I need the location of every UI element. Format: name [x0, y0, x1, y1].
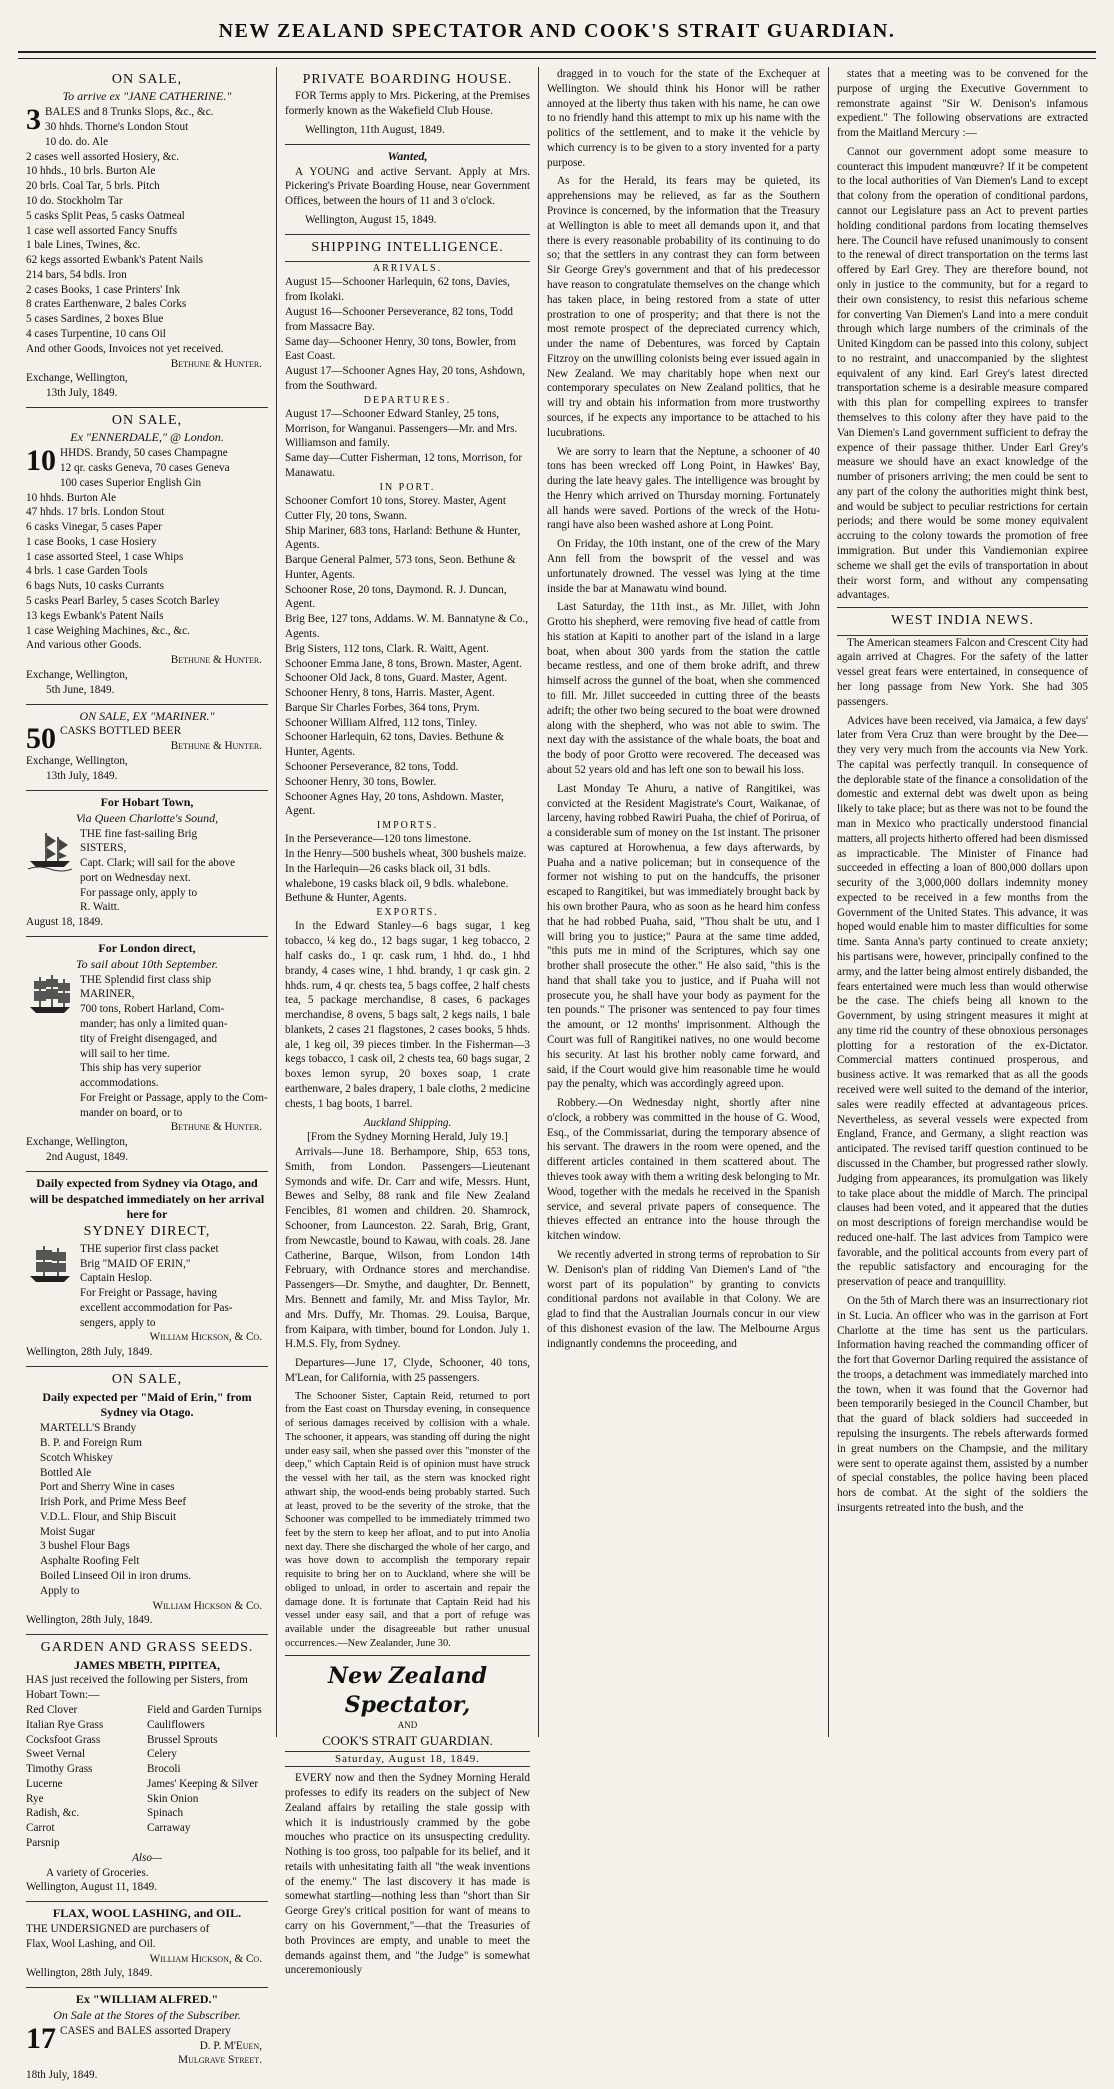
ad-item-line: Brig "MAID OF ERIN,"	[80, 1257, 191, 1270]
departure-entry: Same day—Cutter Fisherman, 12 tons, Morrison, for Manawatu.	[285, 452, 523, 479]
banner-title: New Zealand Spectator,	[327, 1662, 487, 1718]
ad-item-line: Port and Sherry Wine in cases	[40, 1481, 175, 1494]
ad-item-line: 214 bars, 54 bdls. Iron	[26, 268, 127, 281]
arrival-entry: August 17—Schooner Agnes Hay, 20 tons, Ashdown, from the Southward.	[285, 365, 526, 392]
ad-heading: ON SALE,	[111, 1372, 183, 1388]
article-paragraph: dragged in to vouch for the state of the Exchequer at Wellington. We should think his Honor will be rather annoyed at the liberty thus taken with his name, he can owe to no friendly hand this attempt to mix up his name with the politics of the settlement, and to make it the vehicle by which currency is to be given to a story invented for a party purpose.	[547, 68, 820, 169]
import-entry: In the Harlequin—26 casks black oil, 31 bdls. whalebone, 19 casks black oil, 9 bdls. whalebone. Bethune & Hunter, Agents.	[285, 862, 509, 905]
arrival-entry: August 16—Schooner Perseverance, 82 tons, Todd from Massacre Bay.	[285, 305, 514, 333]
seed-item: Cauliflowers	[147, 1718, 205, 1731]
ad-date: 13th July, 1849.	[46, 387, 118, 400]
ad-item-line: Irish Pork, and Prime Mess Beef	[40, 1496, 187, 1509]
ad-date: 18th July, 1849.	[26, 2069, 98, 2082]
article-paragraph: On the 5th of March there was an insurrectionary riot in St. Lucia. An officer who was in the garrison at Fort Charlotte at the time has sent us the particulars. Information having reached the commanding officer of the fort that Governor Darling required the assistance of the troops, a detachment was immediately marched into the town, when it was found that the Governor had been temporarily besieged in the Council Chamber, but that the guard of black soldiers had succeeded in repulsing the insurgents. The rebels afterwards formed in great numbers on the Champsie, and the military were sent to operate against them, assisted by a number of special constables, the police having been placed hors de combat. At the sight of the soldiers the insurgents retreated into the bush, and the	[837, 1294, 1089, 1514]
ad-item-line: 1 case well assorted Fancy Snuffs	[26, 224, 178, 237]
ad-item-line: 5 casks Pearl Barley, 5 cases Scotch Barley	[26, 595, 220, 608]
ad-item-line: 47 hhds. 17 brls. London Stout	[26, 506, 165, 519]
in-port-list	[285, 494, 530, 819]
ad-item-line: 8 crates Earthenware, 2 bales Corks	[26, 298, 187, 311]
in-port-heading: IN PORT.	[379, 481, 436, 493]
ad-heading: Ex "WILLIAM ALFRED."	[75, 1992, 219, 2007]
arrival-entry: August 15—Schooner Harlequin, 62 tons, Davies, from Ikolaki.	[285, 276, 510, 304]
seed-item: James' Keeping & Silver	[147, 1777, 259, 1790]
ad-lines	[26, 1922, 268, 1952]
sailing-ship-icon	[26, 1242, 74, 1286]
ad-signature: William Hickson, & Co.	[149, 1331, 262, 1344]
in-port-entry: Schooner Henry, 30 tons, Bowler.	[285, 775, 437, 788]
in-port-entry: Schooner Emma Jane, 8 tons, Brown. Master, Agent.	[285, 657, 522, 670]
seed-list-right	[147, 1703, 268, 1851]
ad-item-line: 62 kegs assorted Ewbank's Patent Nails	[26, 254, 203, 267]
article-paragraph: states that a meeting was to be convened for the purpose of urging the Executive Government to remonstrate against "Sir W. Denison's infamous expedient." The following observations are extracted from the Maitland Mercury :—	[837, 68, 1088, 140]
ad-big-number: 3	[26, 103, 41, 137]
in-port-entry: Barque Sir Charles Forbes, 364 tons, Prym.	[285, 701, 480, 714]
ad-item-line: excellent accommodation for Pas-	[80, 1301, 233, 1314]
auckland-heading: Auckland Shipping.	[363, 1116, 452, 1129]
ad-item-line: And various other Goods.	[26, 639, 142, 652]
seed-item: Skin Onion	[147, 1792, 199, 1805]
ad-subheading: Ex "ENNERDALE," @ London.	[70, 430, 224, 445]
ad-place: Exchange, Wellington,	[26, 1136, 128, 1149]
auckland-source: [From the Sydney Morning Herald, July 19.]	[307, 1131, 508, 1144]
ad-item-line: And other Goods, Invoices not yet received.	[26, 342, 224, 355]
arrivals-heading: ARRIVALS.	[372, 263, 443, 275]
ad-text: A YOUNG and active Servant. Apply at Mrs. Pickering's Private Boarding House, near Government Offices, between the hours of 11 and 3 o'clock.	[285, 165, 530, 208]
ad-heading: Daily expected from Sydney via Otago, and will be despatched immediately on her arrival here for	[29, 1175, 265, 1222]
in-port-entry: Schooner William Alfred, 112 tons, Tinley.	[285, 716, 478, 729]
ad-line: CASES and BALES assorted Drapery	[60, 2024, 231, 2037]
seed-item: Radish, &c.	[26, 1807, 80, 1820]
column-3	[538, 67, 828, 1737]
ad-item-line: R. Waitt.	[80, 901, 120, 914]
ad-sydney-direct	[26, 1172, 268, 1367]
in-port-entry: Schooner Old Jack, 8 tons, Guard. Master, Agent.	[285, 672, 508, 685]
ad-item-line: 4 cases Turpentine, 10 cans Oil	[26, 328, 166, 341]
editorial-text: EVERY now and then the Sydney Morning Herald professes to edify its readers on the subject of New Zealand affairs by retailing the stale gossip with which it is industriously crammed by the gobe mouches who practice on its unsuspecting credulity. Nothing is too gross, too palpable for its belief, and it retails with unhesitating faith all "the weak inventions of the enemy." The last discovery it has made is somewhat startling—nothing less than "short than Sir George Grey's critical position for want of means to carry on his Government,"—that the Treasuries of both Provinces are empty, and unable to meet the demands against them, and "the Judge" is somewhat unceremoniously	[285, 1772, 530, 1977]
ad-item-line: B. P. and Foreign Rum	[40, 1436, 142, 1449]
ad-item-line: THE Splendid first class ship	[80, 973, 212, 986]
seed-list-left	[26, 1703, 147, 1851]
ad-lines	[26, 446, 268, 653]
ad-lines	[80, 1242, 233, 1331]
ad-item-line: Flax, Wool Lashing, and Oil.	[26, 1937, 156, 1950]
ad-also: Also—	[132, 1851, 162, 1864]
in-port-entry: Ship Mariner, 683 tons, Harland: Bethune & Hunter, Agents.	[285, 524, 521, 552]
ad-signature: Bethune & Hunter.	[170, 357, 262, 370]
ad-lines	[80, 973, 268, 1121]
ad-wanted	[285, 145, 530, 235]
ad-heading: ON SALE, EX "MARINER."	[79, 708, 215, 723]
ad-place: Exchange, Wellington,	[26, 668, 128, 681]
ad-date: Wellington, 28th July, 1849.	[26, 1346, 153, 1359]
article-paragraph: Advices have been received, via Jamaica, a few days' later from Vera Cruz than were brought by the Dee—they very very much from the accounts via New York. The capital was perfectly tranquil. In consequence of the deplorable state of the finance a consolidation of the domestic and external debt was dwelt upon as being likely to take place; but as there was not to be found the man in Mexico who practically understood financial matters, all projects hitherto offered had been dismissed as impracticable. The Minister of Finance had succeeded in effecting a loan of 800,000 dollars upon security of the 3,000,000 dollars indemnity money expected to be received in a few months from the Government of the United States. This advance, it was hoped would enable him to master difficulties for some time. Santa Anna's party continued to create anxiety; his partisans were, however, principally confined to the army, and the latter being almost entirely disbanded, the fears entertained were much less than would otherwise be the case. The chiefs being all known to the Government, by using stringent measures it might at any time rid the country of these obnoxious personages plotting for a restoration of the ex-Dictator. Commercial matters continued prosperous, and business active. It was remarked that as all the goods received were well suited to the demand of the interior, sales were readily effected at advantageous prices. Nevertheless, as several vessels were expected from England, France, and Germany, a slight reaction was anticipated. The revised tariff question continued to be discussed in the Chamber, but progressed rather slowly. Judging from appearances, its promulgation was likely to take place about the middle of March. The principal clauses had been voted, and it appeared that the duties on most descriptions of foreign merchandise would be reduced one-half. The last advices from Tampico were favorable, and the political accounts from every part of the republic satisfactory and encouraging for the preservation of peace and tranquillity.	[837, 714, 1088, 1289]
ad-item-line: 6 bags Nuts, 10 casks Currants	[26, 580, 164, 593]
seed-item: Rye	[26, 1792, 44, 1805]
banner-date: Saturday, August 18, 1849.	[285, 1751, 530, 1768]
ad-date: Wellington, 28th July, 1849.	[26, 1967, 153, 1980]
seed-item: Carraway	[147, 1822, 191, 1835]
ad-item-line: Boiled Linseed Oil in iron drums.	[40, 1569, 192, 1582]
ad-date: 2nd August, 1849.	[46, 1151, 129, 1164]
ad-lines	[26, 105, 268, 356]
departures-heading: DEPARTURES.	[363, 394, 452, 406]
columns	[18, 67, 1096, 2082]
seed-item: Brocoli	[147, 1763, 181, 1776]
seed-item: Cocksfoot Grass	[26, 1733, 101, 1746]
news-paragraphs	[547, 67, 820, 1351]
ad-hobart-town	[26, 791, 268, 937]
ad-heading: ON SALE,	[111, 412, 183, 428]
ad-item-line: 30 hhds. Thorne's London Stout	[45, 121, 189, 134]
ad-item-line: SISTERS,	[80, 842, 127, 855]
west-india-paragraphs	[837, 636, 1088, 1516]
paper-banner	[285, 1655, 530, 1768]
ad-item-line: V.D.L. Flour, and Ship Biscuit	[40, 1510, 177, 1523]
ad-item-line: For Freight or Passage, having	[80, 1287, 218, 1300]
ad-seeds	[26, 1635, 268, 1902]
ad-signature: D. P. M'Euen,	[199, 2039, 262, 2052]
ad-text: FOR Terms apply to Mrs. Pickering, at the Premises formerly known as the Wakefield Club House.	[285, 90, 530, 118]
seed-item: Sweet Vernal	[26, 1748, 86, 1761]
article-paragraph: The American steamers Falcon and Crescent City had again arrived at Chagres. For the safety of the latter vessel great fears were entertained, in consequence of her long passage from New York. She had 305 passengers.	[837, 636, 1088, 708]
ad-item-line: THE superior first class packet	[80, 1242, 219, 1255]
ad-subheading: SYDNEY DIRECT,	[83, 1224, 211, 1240]
exports-text: In the Edward Stanley—6 bags sugar, 1 keg tobacco, ¼ keg do., 12 bags sugar, 1 keg tobacco, 2 half casks do., 1 qr. cask rum, 1 hhd. do., 1 hhd brandy, 4 cases wine, 1 hhd. brandy, 1 qr cask gin. 2 hhds. rum, 4 qr. chests tea, 5 bags coffee, 2 half chests tea, 5 package merchandise, 8 cases, 6 packages merchandise, 8 ovens, 5 bags salt, 2 kegs nails, 1 bale blankets, 2 cases 21 flagstones, 2 cases books, 5 hhds. ale, 1 keg oil, 39 pieces timber. In the Fisherman—3 kegs tobacco, 1 cask oil, 2 chests tea, 60 bags sugar, 2 boxes lemon syrup, 20 boxes soap, 1 crate earthenware, 2 bales drapery, 1 bale cloths, 2 medicine chests, 1 bag boots, 1 barrel.	[285, 920, 530, 1110]
ad-also-text: A variety of Groceries.	[46, 1866, 149, 1879]
seed-item: Lucerne	[26, 1777, 63, 1790]
article-paragraph: Last Monday Te Ahuru, a native of Rangitikei, was convicted at the Resident Magistrate's Court, Waikanae, of larceny, having robbed Rawiri Puaha, the chief of Porirua, of a considerable sum of money on the 1st instant. The prisoner was captured at Horowhenua, a few days afterwards, by Puaha and a native policeman; but in consequence of the former not wishing to put on the handcuffs, the prisoner escaped to Rangitikei, but was immediately brought back by his own brother Paura, who as soon as he heard him confess that he had robbed Puaha, said, "Thou shalt be utu, and I will bring you to justice;" Paura at the same time added, "this puts me in mind of the Scriptures, which say one brother shall prosecute the other." He also said, "this is the hand that shall take you to justice, and if Puaha will not prosecute you, he shall have your body as payment for the ten pounds." The prisoner was sentenced to pay four times the amount, or 12 months' imprisonment. Although the Court was full of Rangitikei natives, no one would become his security. At last his brother nobly came forward, and said, if the Court would give him reasonable time he would pay the penalty, which was accordingly agreed upon.	[547, 782, 820, 1091]
in-port-entry: Schooner Perseverance, 82 tons, Todd.	[285, 761, 459, 774]
ad-place: Exchange, Wellington,	[26, 755, 128, 768]
ad-item-line: 100 cases Superior English Gin	[60, 476, 202, 489]
ad-date: Wellington, August 15, 1849.	[305, 213, 437, 226]
ad-item-line: 1 case assorted Steel, 1 case Whips	[26, 550, 184, 563]
ad-item-line: 1 case Books, 1 case Hosiery	[26, 535, 157, 548]
in-port-entry: Schooner Comfort 10 tons, Storey. Master, Agent	[285, 494, 506, 507]
ad-item-line: BALES and 8 Trunks Slops, &c., &c.	[45, 106, 214, 119]
ad-boarding-house	[285, 67, 530, 145]
column-1	[18, 67, 276, 2082]
column-2	[276, 67, 538, 1977]
ad-item-line: 1 bale Lines, Twines, &c.	[26, 239, 141, 252]
article-paragraph: Last Saturday, the 11th inst., as Mr. Jillet, with John Grotto his shepherd, were removing five head of cattle from his station at Kapiti to another part of the island in a large boat, when about 300 yards from the station the cattle became restless, and one of them broke adrift, and threw himself across the gunnel of the boat, when she commenced to fill. Mr. Jillet succeeded in cutting three of the beasts adrift; the other two being secured to the boat were drowned along with the shepherd, who was not able to swim. The next day with the assistance of the whale boats, the boat and the body of poor Grotto were recovered. The deceased was about 52 years old and has left one son to bewail his loss.	[547, 601, 820, 776]
ad-item-line: 4 brls. 1 case Garden Tools	[26, 565, 148, 578]
sailing-ship-icon	[26, 827, 74, 871]
ad-item-line: 10 do. Stockholm Tar	[26, 194, 123, 207]
ad-item-line: Moist Sugar	[40, 1525, 96, 1538]
ad-date: August 18, 1849.	[26, 916, 104, 929]
in-port-entry: Brig Bee, 127 tons, Addams. W. M. Bannatyne & Co., Agents.	[285, 613, 529, 640]
ad-line: CASKS BOTTLED BEER	[60, 725, 182, 738]
imports-heading: IMPORTS.	[376, 820, 439, 832]
ad-item-line: 5 cases Sardines, 2 boxes Blue	[26, 313, 164, 326]
section-heading: SHIPPING INTELLIGENCE.	[285, 235, 530, 262]
ad-lines	[80, 827, 235, 916]
ad-jane-catherine	[26, 67, 268, 408]
ad-item-line: 2 cases well assorted Hosiery, &c.	[26, 150, 180, 163]
ad-item-line: This ship has very superior accommodations.	[80, 1062, 202, 1090]
ad-signature-address: Mulgrave Street.	[178, 2054, 262, 2067]
in-port-entry: Cutter Fly, 20 tons, Swann.	[285, 509, 408, 522]
ad-place: Exchange, Wellington,	[26, 372, 128, 385]
ad-intro: HAS just received the following per Sisters, from Hobart Town:—	[26, 1674, 248, 1702]
ad-signature: Bethune & Hunter.	[170, 1121, 262, 1134]
ad-subheading: JAMES MBETH, PIPITEA,	[73, 1657, 220, 1672]
ad-mariner-beer	[26, 705, 268, 791]
ad-item-line: Scotch Whiskey	[40, 1451, 113, 1464]
ad-subheading: On Sale at the Stores of the Subscriber.	[53, 2007, 241, 2022]
ad-item-line: 2 cases Books, 1 case Printers' Ink	[26, 283, 180, 296]
in-port-entry: Brig Sisters, 112 tons, Clark. R. Waitt, Agent.	[285, 642, 489, 655]
sister-report: The Schooner Sister, Captain Reid, returned to port from the East coast on Thursday evening, in consequence of serious damages received by collision with a whale. The schooner, it appears, was standing off during the night under easy sail, when she passed over this "monster of the deep," which Captain Reid is of opinion must have struck the vessel with her tail, as the stern was knocked right athwart ship, the wood-ends being probably started. Such at least, proved to be the severity of the stroke, that the Schooner was compelled to be immediately trimmed two feet by the stern to keep her afloat, and to put into Anolia next day. There she discharged the whole of her cargo, and was hove down to accomplish the temporary repair requisite to bring her on to Auckland, where she will be obliged to unload, in order to ascertain and repair the damage done. It is fortunate that Captain Reid had his vessel under easy sail, and that a port of refuge was available under the disagreeable but rather unusual occurrences.—New Zealander, June 30.	[285, 1390, 530, 1649]
import-entry: In the Henry—500 bushels wheat, 300 bushels maize.	[285, 848, 527, 861]
ad-heading: FLAX, WOOL LASHING, and OIL.	[52, 1906, 242, 1921]
ad-item-line: 5 casks Split Peas, 5 casks Oatmeal	[26, 209, 185, 222]
ad-signature: Bethune & Hunter.	[170, 654, 262, 667]
ad-item-line: Capt. Clark; will sail for the above	[80, 857, 236, 870]
ad-maid-of-erin	[26, 1367, 268, 1635]
ad-item-line: For Freight or Passage, apply to the Com-	[80, 1091, 268, 1104]
ad-heading: PRIVATE BOARDING HOUSE.	[302, 72, 513, 87]
ad-signature: Bethune & Hunter.	[170, 740, 262, 753]
ad-subheading: To arrive ex "JANE CATHERINE."	[62, 89, 232, 104]
ad-big-number: 17	[26, 2021, 56, 2055]
article-paragraph: We are sorry to learn that the Neptune, a schooner of 40 tons has been wrecked off Long Point, in Hawkes' Bay, during the late heavy gales. The intelligence was brought by the Henry which arrived on Thursday morning. Fortunately all hands were saved. Portions of the wreck of the Hotu-rangi have also been washed ashore at Long Point.	[547, 445, 820, 532]
ad-date: Wellington, 11th August, 1849.	[305, 124, 445, 137]
ad-item-line: Apply to	[40, 1584, 80, 1597]
ad-date: Wellington, 28th July, 1849.	[26, 1614, 153, 1627]
ad-item-line: tity of Freight disengaged, and	[80, 1032, 218, 1045]
article-paragraph: Cannot our government adopt some measure to counteract this impudent manœuvre? If it be competent to the local authorities of Van Diemen's Land to except that colony from the operation of conditional pardons, cannot our Legislature pass an Act to prevent parties holding conditional pardons from locating themselves here. The Council have refused unanimously to consent to the renewal of direct transportation on the terms last offered by Earl Grey. They are therefore bound, not only in justice to the community, but for a regard to their own consistency, to resist this nefarious scheme for converting Van Diemen's Land into a mere conduit through which large numbers of the criminals of the United Kingdom can be passed into this colony, subject to no restraint, and unaccompanied by the slightest equivalent of any kind. Earl Grey's latest directed transportation scheme is a desirable measure compared with this plan for compelling expirees to transfer themselves to this colony after they have paid to the Van Diemen's Land government sufficient to defray the expence of their passage thither. Under Earl Grey's measure we should have an exact knowledge of the number of prisoners arriving; the men could be sent to any part of the colony the authorities might think best, and would be subject to peculiar restrictions for certain periods; and there would be some money equivalent accruing to the colony towards the promotion of free immigration. But under this Vandiemonian expiree scheme we shall get the evils of transportation in about their worst form, and without any compensating advantages.	[837, 145, 1088, 602]
seed-item: Red Clover	[26, 1703, 78, 1716]
ad-item-line: 6 casks Vinegar, 5 cases Paper	[26, 521, 162, 534]
ad-date: 13th July, 1849.	[46, 770, 118, 783]
exports-heading: EXPORTS.	[376, 907, 439, 919]
ad-subheading: Via Queen Charlotte's Sound,	[75, 810, 219, 825]
seed-item: Carrot	[26, 1822, 55, 1835]
ad-signature: William Hickson & Co.	[152, 1599, 262, 1612]
ad-item-line: Asphalte Roofing Felt	[40, 1555, 140, 1568]
ad-date: Wellington, August 11, 1849.	[26, 1881, 158, 1894]
article-paragraph: As for the Herald, its fears may be quieted, its apprehensions may be relieved, as far as the Southern Province is concerned, by the information that the Treasury at Wellington is able to meet all demands upon it, and that there is every reasonable probability of its continuing to do so; that the settlers in any contrast they can form between Sir George Grey's government and that of his predecessor have reason to congratulate themselves on the change which has taken place, in being restored from a state of utter prostration to one of prosperity; and that there is not the most remote prospect of the depreciated currency which, under the name of Debentures, was forced by Captain Fitzroy on the unwilling colonists being ever issued again in New Zealand. We may charitably hope when next our contemporary speculates on New Zealand politics, that he will try and obtain his information from more trustworthy sources, if he expects any importance to be attached to his lucubrations.	[547, 175, 820, 439]
ad-item-line: 1 case Weighing Machines, &c., &c.	[26, 624, 190, 637]
auckland-text: Arrivals—June 18. Berhampore, Ship, 653 tons, Smith, from London. Passengers—Lieutenant Symonds and wife. Dr. Carr and wife, Messrs. Hunt, Bewes and Selby, 88 rank and file New Zealand Fencibles, 81 women and children. 20. Shamrock, Schooner, from Launceston. 22. Sarah, Brig, Grant, from Newcastle, bound to Kawau, with coals. 28. Jane Catherine, Barque, Wilson, from London 14th February, with Ordnance stores and merchandise. Passengers—Dr. Smythe, and daughter, Dr. Bennett, Mrs. Bennett and family, Mr. and Miss Taylor, Mr. and Mrs. Duffy, Mr. Thomas. 29. Louisa, Barque, from Kaipara, with timber, bound for London. July 1. H.M.S. Fly, from Sydney.	[285, 1146, 530, 1351]
in-port-entry: Schooner Harlequin, 62 tons, Davies. Bethune & Hunter, Agents.	[285, 731, 505, 759]
ad-item-line: For passage only, apply to	[80, 886, 198, 899]
ad-ennerdale	[26, 408, 268, 705]
ad-item-line: 10 do. do. Ale	[45, 135, 109, 148]
masthead: NEW ZEALAND SPECTATOR AND COOK'S STRAIT GUARDIAN.	[18, 12, 1096, 53]
ad-subheading: Daily expected per "Maid of Erin," from Sydney via Otago.	[42, 1389, 252, 1420]
ad-item-line: mander on board, or to	[80, 1106, 183, 1119]
ad-item-line: HHDS. Brandy, 50 cases Champagne	[60, 447, 228, 460]
ad-item-line: THE UNDERSIGNED are purchasers of	[26, 1922, 210, 1935]
seed-item: Parsnip	[26, 1836, 60, 1849]
departures-list	[285, 407, 530, 481]
ad-heading: For Hobart Town,	[100, 794, 194, 809]
ad-item-line: port on Wednesday next.	[80, 871, 191, 884]
ad-item-line: Bottled Ale	[40, 1466, 92, 1479]
ad-london-direct	[26, 937, 268, 1172]
ad-subheading: To sail about 10th September.	[76, 956, 218, 971]
seed-item: Field and Garden Turnips	[147, 1703, 262, 1716]
ad-item-line: sengers, apply to	[80, 1316, 156, 1329]
ad-item-line: THE fine fast-sailing Brig	[80, 827, 198, 840]
seed-item: Brussel Sprouts	[147, 1733, 218, 1746]
departure-entry: August 17—Schooner Edward Stanley, 25 tons, Morrison, for Wanganui. Passengers—Mr. and Mrs. Williamson and family.	[285, 407, 518, 450]
seed-item: Timothy Grass	[26, 1763, 93, 1776]
ad-heading: GARDEN AND GRASS SEEDS.	[40, 1640, 254, 1656]
ad-item-line: 13 kegs Ewbank's Patent Nails	[26, 609, 164, 622]
arrivals-list	[285, 275, 530, 393]
sailing-ship-icon	[26, 973, 74, 1017]
ad-heading: ON SALE,	[111, 72, 183, 87]
article-paragraph: Robbery.—On Wednesday night, shortly after nine o'clock, a robbery was committed in the house of G. Wood, Esq., of the Commissariat, during the temporary absence of his servant. The drawers in the room were opened, and the different articles contained in them scattered about. The thieves took away with them a writing desk belonging to Mr. Wood, together with the medals he received in the Spanish service, and several private papers of consequence. The thieves effected an entrance into the house through the kitchen window.	[547, 1097, 820, 1243]
ad-item-line: MARINER,	[80, 988, 135, 1001]
ad-item-line: MARTELL'S Brandy	[40, 1422, 137, 1435]
ad-william-alfred	[26, 1988, 268, 2089]
ad-flax-wool	[26, 1902, 268, 1988]
column-4	[828, 67, 1096, 1737]
in-port-entry: Barque General Palmer, 573 tons, Seon. Bethune & Hunter, Agents.	[285, 554, 516, 581]
shipping-intelligence	[285, 235, 530, 1651]
west-india-heading: WEST INDIA NEWS.	[837, 607, 1088, 635]
article-paragraph: We recently adverted in strong terms of reprobation to Sir W. Denison's plan of ridding Van Diemen's Land of "the worst part of its population" by granting to convicts conditional pardons not available in that Colony. We are glad to find that the Australian Journals concur in our view of this dishonest evasion of the law. The Melbourne Argus indignantly condemns the proceeding, and	[547, 1248, 820, 1350]
article-paragraph: On Friday, the 10th instant, one of the crew of the Mary Ann fell from the bowsprit of the vessel and was unfortunately drowned. The vessel was lying at the time inside the bar at Manawatu wind bound.	[547, 538, 820, 595]
seed-item: Celery	[147, 1748, 177, 1761]
departures-text: Departures—June 17, Clyde, Schooner, 40 tons, M'Lean, for California, with 25 passengers.	[285, 1357, 530, 1384]
arrival-entry: Same day—Schooner Henry, 30 tons, Bowler, from East Coast.	[285, 335, 516, 363]
banner-subtitle: COOK'S STRAIT GUARDIAN.	[322, 1732, 493, 1748]
ad-lines	[26, 1421, 268, 1598]
in-port-entry: Schooner Henry, 8 tons, Harris. Master, Agent.	[285, 687, 495, 700]
ad-item-line: 10 hhds. Burton Ale	[26, 491, 117, 504]
masthead-rule	[18, 55, 1096, 59]
imports-list	[285, 832, 530, 906]
ad-signature: William Hickson, & Co.	[149, 1952, 262, 1965]
ad-item-line: 10 hhds., 10 brls. Burton Ale	[26, 165, 156, 178]
news-paragraphs	[837, 67, 1088, 603]
ad-item-line: mander; has only a limited quan-	[80, 1018, 228, 1031]
import-entry: In the Perseverance—120 tons limestone.	[285, 833, 472, 846]
in-port-entry: Schooner Rose, 20 tons, Daymond. R. J. Duncan, Agent.	[285, 583, 507, 611]
ad-big-number: 50	[26, 722, 56, 756]
ad-date: 5th June, 1849.	[46, 683, 115, 696]
ad-heading: For London direct,	[98, 941, 196, 956]
ad-item-line: Captain Heslop.	[80, 1272, 153, 1285]
ad-item-line: 700 tons, Robert Harland, Com-	[80, 1003, 225, 1016]
ad-big-number: 10	[26, 444, 56, 478]
ad-item-line: 20 brls. Coal Tar, 5 brls. Pitch	[26, 180, 160, 193]
ad-item-line: will sail to her time.	[80, 1047, 170, 1060]
in-port-entry: Schooner Agnes Hay, 20 tons, Ashdown. Master, Agent.	[285, 790, 504, 818]
banner-and: AND	[397, 1719, 418, 1730]
ad-item-line: 12 qr. casks Geneva, 70 cases Geneva	[60, 462, 230, 474]
seed-item: Italian Rye Grass	[26, 1718, 104, 1731]
ad-heading: Wanted,	[387, 148, 428, 163]
ad-item-line: 3 bushel Flour Bags	[40, 1540, 130, 1553]
seed-item: Spinach	[147, 1807, 184, 1820]
